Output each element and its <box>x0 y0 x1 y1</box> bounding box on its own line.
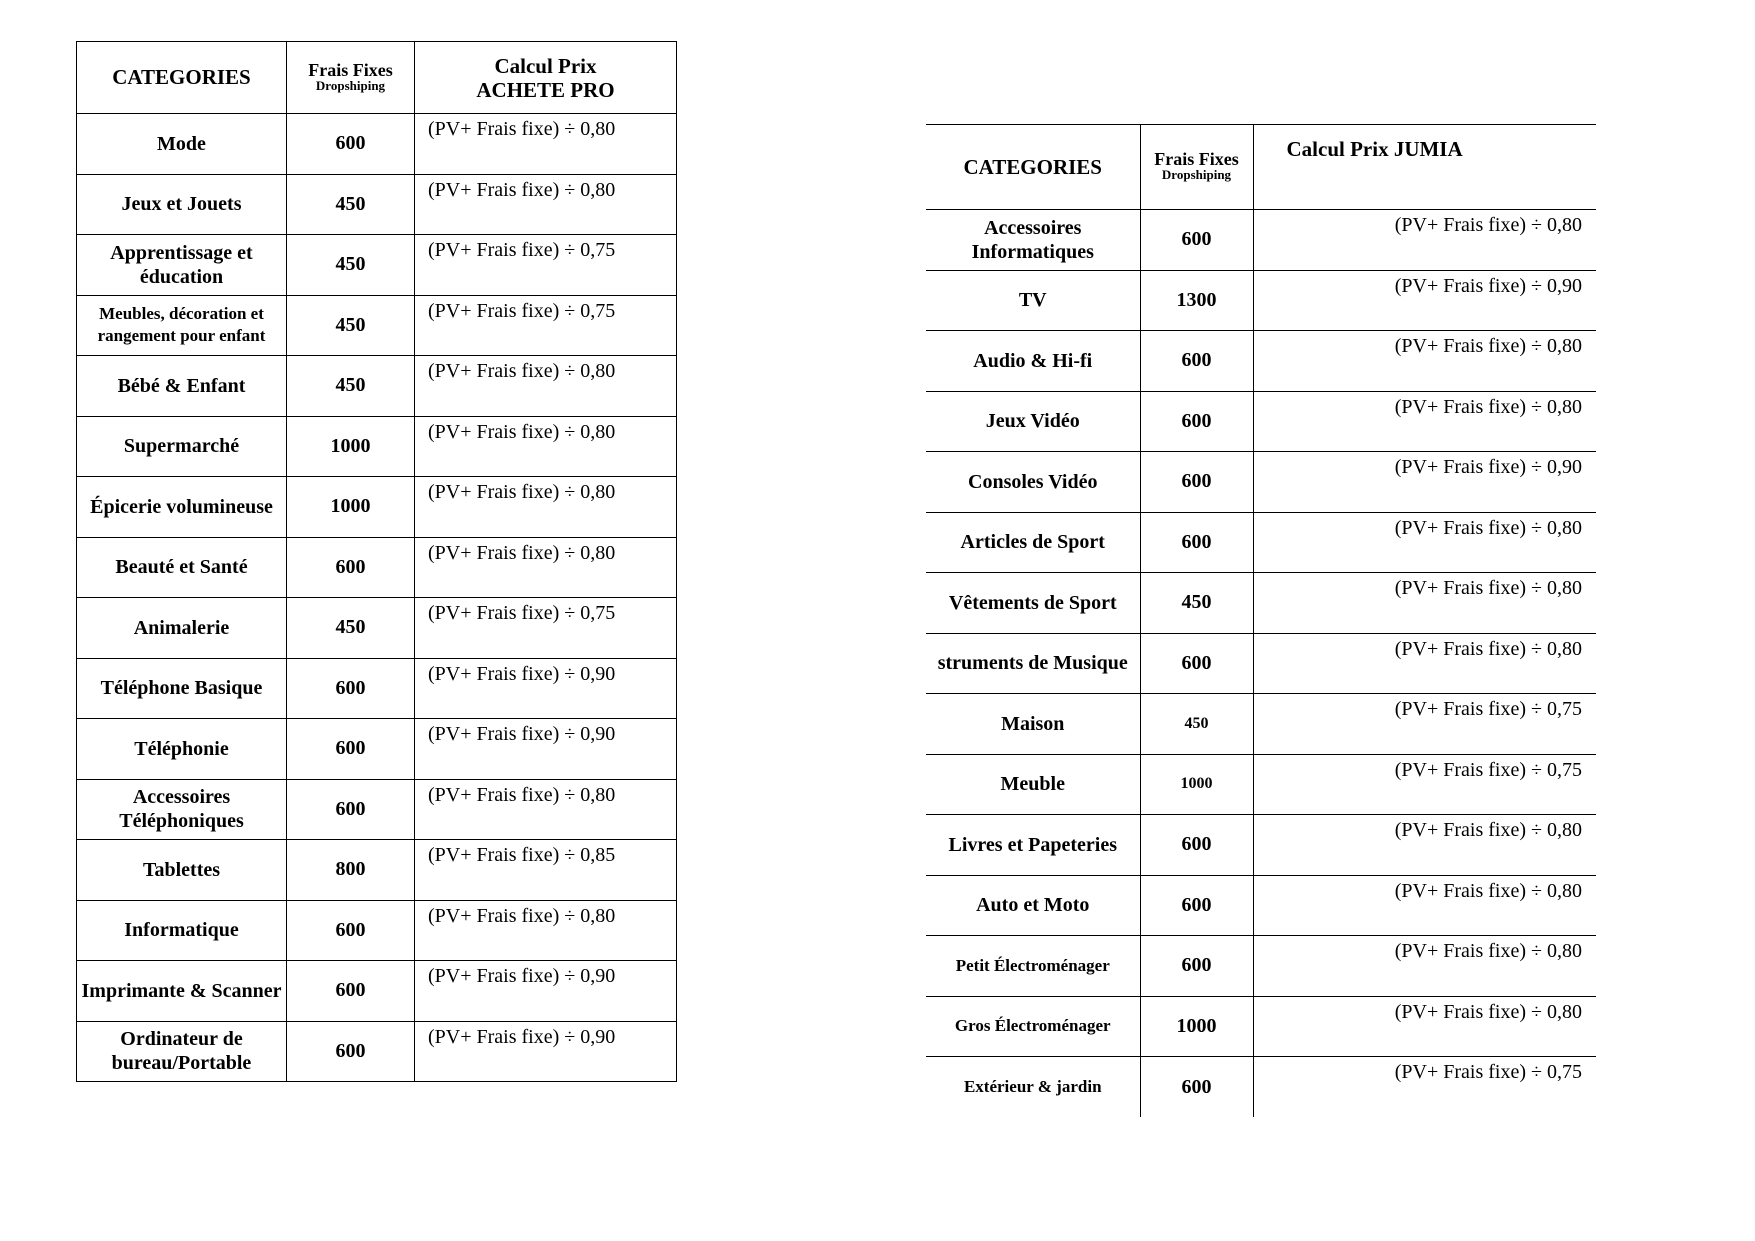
category-cell: Mode <box>77 114 287 175</box>
jumia-table <box>926 124 1596 1117</box>
category-cell: Informatique <box>77 900 287 961</box>
fee-cell: 600 <box>1140 1057 1253 1118</box>
table-row <box>926 512 1596 573</box>
formula-cell: (PV+ Frais fixe) ÷ 0,80 <box>1253 210 1596 271</box>
formula-cell: (PV+ Frais fixe) ÷ 0,80 <box>415 779 677 840</box>
category-cell: Jeux et Jouets <box>77 174 287 235</box>
category-cell: Gros Électroménager <box>926 996 1140 1057</box>
table-row <box>77 477 677 538</box>
formula-cell: (PV+ Frais fixe) ÷ 0,80 <box>1253 936 1596 997</box>
formula-cell: (PV+ Frais fixe) ÷ 0,90 <box>1253 452 1596 513</box>
table-row <box>926 1057 1596 1118</box>
fees-header-label: Frais Fixes <box>1154 149 1239 169</box>
fee-cell: 450 <box>287 356 415 417</box>
fee-cell: 1300 <box>1140 270 1253 331</box>
formula-cell: (PV+ Frais fixe) ÷ 0,75 <box>415 235 677 296</box>
formula-cell: (PV+ Frais fixe) ÷ 0,75 <box>1253 694 1596 755</box>
fee-cell: 600 <box>1140 875 1253 936</box>
fee-cell: 600 <box>287 537 415 598</box>
formula-cell: (PV+ Frais fixe) ÷ 0,80 <box>415 477 677 538</box>
fee-cell: 1000 <box>287 477 415 538</box>
formula-cell: (PV+ Frais fixe) ÷ 0,75 <box>415 295 677 356</box>
formula-cell: (PV+ Frais fixe) ÷ 0,75 <box>1253 754 1596 815</box>
formula-cell: (PV+ Frais fixe) ÷ 0,80 <box>1253 331 1596 392</box>
fee-cell: 600 <box>287 900 415 961</box>
category-cell: Beauté et Santé <box>77 537 287 598</box>
formula-cell: (PV+ Frais fixe) ÷ 0,80 <box>1253 391 1596 452</box>
formula-cell: (PV+ Frais fixe) ÷ 0,80 <box>415 114 677 175</box>
table-row <box>77 719 677 780</box>
table-row <box>77 114 677 175</box>
table-row <box>926 694 1596 755</box>
fee-cell: 600 <box>1140 391 1253 452</box>
categories-header: CATEGORIES <box>926 125 1140 210</box>
table-row <box>77 356 677 417</box>
formula-cell: (PV+ Frais fixe) ÷ 0,75 <box>1253 1057 1596 1118</box>
table-row <box>77 537 677 598</box>
table-row <box>77 779 677 840</box>
fee-cell: 800 <box>287 840 415 901</box>
table-row <box>77 598 677 659</box>
category-cell: Ordinateur de bureau/Portable <box>77 1021 287 1082</box>
table-row <box>926 270 1596 331</box>
category-cell: Animalerie <box>77 598 287 659</box>
category-cell: Tablettes <box>77 840 287 901</box>
category-cell: Téléphonie <box>77 719 287 780</box>
category-cell: Accessoires Téléphoniques <box>77 779 287 840</box>
formula-cell: (PV+ Frais fixe) ÷ 0,80 <box>1253 512 1596 573</box>
category-cell: Meubles, décoration et rangement pour enfant <box>77 295 287 356</box>
formula-cell: (PV+ Frais fixe) ÷ 0,80 <box>415 416 677 477</box>
table-row <box>77 174 677 235</box>
fees-header-label: Frais Fixes <box>308 59 393 80</box>
fee-cell: 600 <box>1140 633 1253 694</box>
formula-cell: (PV+ Frais fixe) ÷ 0,75 <box>415 598 677 659</box>
fee-cell: 1000 <box>287 416 415 477</box>
formula-cell: (PV+ Frais fixe) ÷ 0,90 <box>1253 270 1596 331</box>
header-row <box>77 42 677 114</box>
formula-cell: (PV+ Frais fixe) ÷ 0,80 <box>1253 996 1596 1057</box>
category-cell: Petit Électroménager <box>926 936 1140 997</box>
table-row <box>926 452 1596 513</box>
table-row <box>926 754 1596 815</box>
table-row <box>77 900 677 961</box>
formula-cell: (PV+ Frais fixe) ÷ 0,80 <box>415 356 677 417</box>
fee-cell: 600 <box>287 961 415 1022</box>
header-row <box>926 125 1596 210</box>
table-row <box>926 936 1596 997</box>
category-cell: Audio & Hi-fi <box>926 331 1140 392</box>
formula-cell: (PV+ Frais fixe) ÷ 0,80 <box>1253 633 1596 694</box>
table-row <box>926 815 1596 876</box>
table-row <box>77 235 677 296</box>
fees-header <box>1140 125 1253 210</box>
fee-cell: 600 <box>287 719 415 780</box>
fees-header-sublabel: Dropshiping <box>1161 167 1232 182</box>
formula-cell: (PV+ Frais fixe) ÷ 0,90 <box>415 719 677 780</box>
formula-cell: (PV+ Frais fixe) ÷ 0,90 <box>415 961 677 1022</box>
table-row <box>77 1021 677 1082</box>
table-row <box>926 210 1596 271</box>
category-cell: Téléphone Basique <box>77 658 287 719</box>
calc-header: Calcul Prix JUMIA <box>1253 125 1596 210</box>
table-row <box>926 633 1596 694</box>
fees-header-sublabel: Dropshiping <box>315 77 386 93</box>
fee-cell: 450 <box>287 598 415 659</box>
formula-cell: (PV+ Frais fixe) ÷ 0,80 <box>415 537 677 598</box>
table-row <box>77 840 677 901</box>
category-cell: Meuble <box>926 754 1140 815</box>
category-cell: Supermarché <box>77 416 287 477</box>
table-row <box>926 331 1596 392</box>
category-cell: Jeux Vidéo <box>926 391 1140 452</box>
fee-cell: 600 <box>1140 815 1253 876</box>
fee-cell: 600 <box>287 658 415 719</box>
calc-header <box>415 42 677 114</box>
table-row <box>926 573 1596 634</box>
formula-cell: (PV+ Frais fixe) ÷ 0,80 <box>415 900 677 961</box>
category-cell: Accessoires Informatiques <box>926 210 1140 271</box>
formula-cell: (PV+ Frais fixe) ÷ 0,80 <box>1253 573 1596 634</box>
formula-cell: (PV+ Frais fixe) ÷ 0,80 <box>415 174 677 235</box>
category-cell: Vêtements de Sport <box>926 573 1140 634</box>
achete-pro-table <box>76 41 677 1082</box>
category-cell: Épicerie volumineuse <box>77 477 287 538</box>
fee-cell: 600 <box>1140 512 1253 573</box>
calc-header-line2: ACHETE PRO <box>476 77 615 102</box>
categories-header: CATEGORIES <box>77 42 287 114</box>
fee-cell: 600 <box>287 779 415 840</box>
table-row <box>926 391 1596 452</box>
category-cell: TV <box>926 270 1140 331</box>
category-cell: Apprentissage et éducation <box>77 235 287 296</box>
fee-cell: 450 <box>287 174 415 235</box>
fees-header <box>287 42 415 114</box>
category-cell: Imprimante & Scanner <box>77 961 287 1022</box>
category-cell: Maison <box>926 694 1140 755</box>
category-cell: Extérieur & jardin <box>926 1057 1140 1118</box>
category-cell: struments de Musique <box>926 633 1140 694</box>
fee-cell: 600 <box>287 114 415 175</box>
category-cell: Auto et Moto <box>926 875 1140 936</box>
formula-cell: (PV+ Frais fixe) ÷ 0,85 <box>415 840 677 901</box>
formula-cell: (PV+ Frais fixe) ÷ 0,80 <box>1253 875 1596 936</box>
formula-cell: (PV+ Frais fixe) ÷ 0,80 <box>1253 815 1596 876</box>
category-cell: Consoles Vidéo <box>926 452 1140 513</box>
category-cell: Bébé & Enfant <box>77 356 287 417</box>
table-row <box>77 295 677 356</box>
fee-cell: 450 <box>287 235 415 296</box>
fee-cell: 600 <box>287 1021 415 1082</box>
fee-cell: 450 <box>287 295 415 356</box>
table-row <box>926 875 1596 936</box>
fee-cell: 600 <box>1140 936 1253 997</box>
fee-cell: 1000 <box>1140 996 1253 1057</box>
table-row <box>77 416 677 477</box>
calc-header-line1: Calcul Prix <box>494 53 597 78</box>
table-row <box>77 658 677 719</box>
fee-cell: 600 <box>1140 210 1253 271</box>
table-row <box>926 996 1596 1057</box>
fee-cell: 1000 <box>1140 754 1253 815</box>
category-cell: Livres et Papeteries <box>926 815 1140 876</box>
table-row <box>77 961 677 1022</box>
fee-cell: 450 <box>1140 694 1253 755</box>
formula-cell: (PV+ Frais fixe) ÷ 0,90 <box>415 658 677 719</box>
formula-cell: (PV+ Frais fixe) ÷ 0,90 <box>415 1021 677 1082</box>
fee-cell: 600 <box>1140 331 1253 392</box>
category-cell: Articles de Sport <box>926 512 1140 573</box>
fee-cell: 600 <box>1140 452 1253 513</box>
fee-cell: 450 <box>1140 573 1253 634</box>
